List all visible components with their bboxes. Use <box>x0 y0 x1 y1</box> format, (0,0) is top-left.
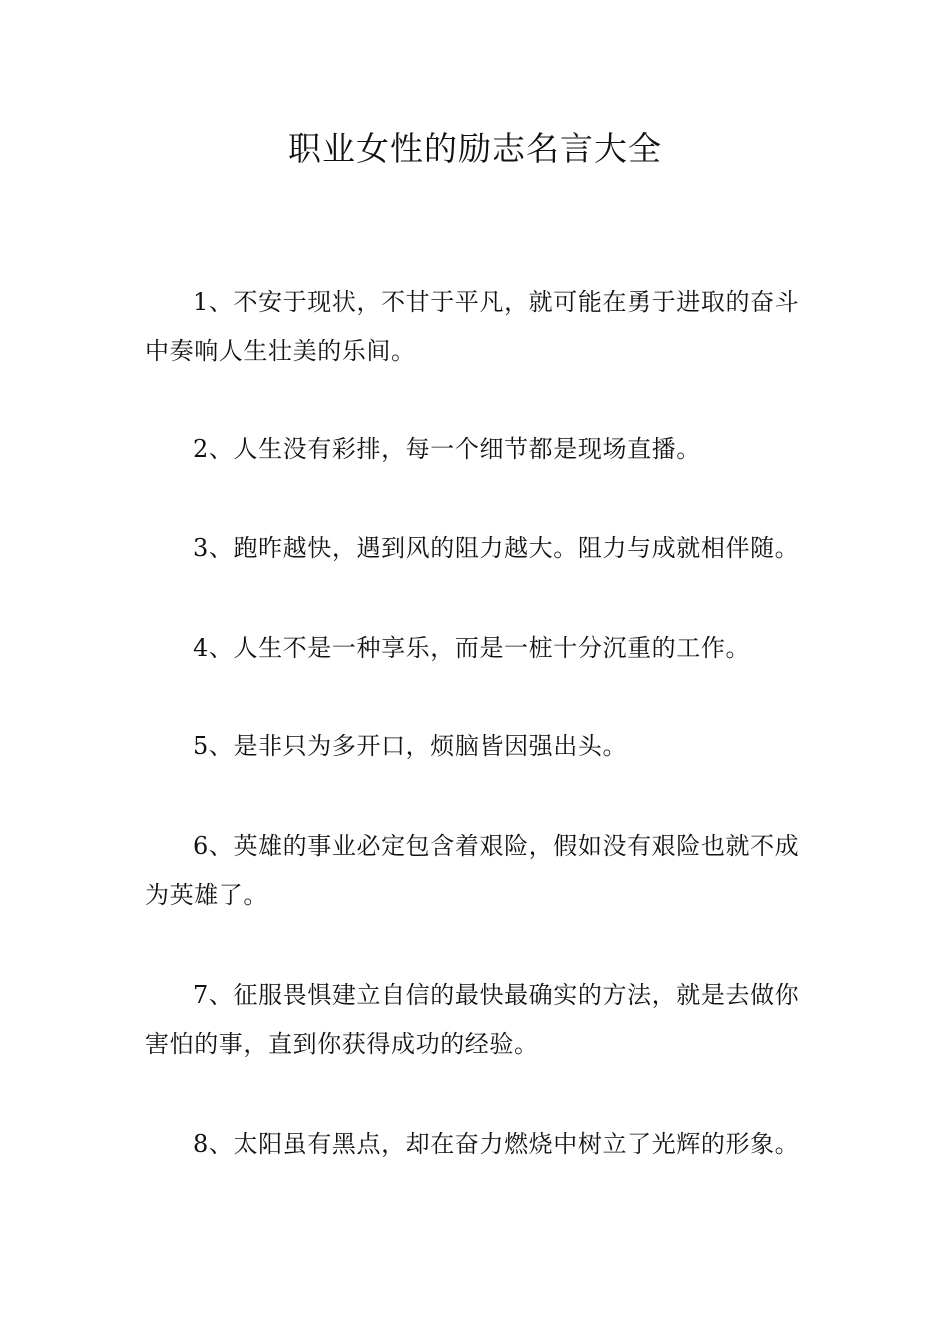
quote-paragraph-5: 5、是非只为多开口，烦脑皆因强出头。 <box>193 732 628 760</box>
quote-paragraph-4: 4、人生不是一种享乐，而是一桩十分沉重的工作。 <box>193 634 751 662</box>
quote-paragraph-1: 1、不安于现状，不甘于平凡，就可能在勇于进取的奋斗中奏响人生壮美的乐间。 <box>145 288 800 365</box>
quote-paragraph-8: 8、太阳虽有黑点，却在奋力燃烧中树立了光辉的形象。 <box>193 1130 800 1158</box>
document-title: 职业女性的励志名言大全 <box>288 129 662 168</box>
quote-paragraph-7: 7、征服畏惧建立自信的最快最确实的方法，就是去做你害怕的事，直到你获得成功的经验。 <box>145 981 800 1058</box>
quote-paragraph-2: 2、人生没有彩排，每一个细节都是现场直播。 <box>193 435 701 463</box>
quote-paragraph-6: 6、英雄的事业必定包含着艰险，假如没有艰险也就不成为英雄了。 <box>145 832 800 909</box>
quote-paragraph-3: 3、跑昨越快，遇到风的阻力越大。阻力与成就相伴随。 <box>193 534 800 562</box>
